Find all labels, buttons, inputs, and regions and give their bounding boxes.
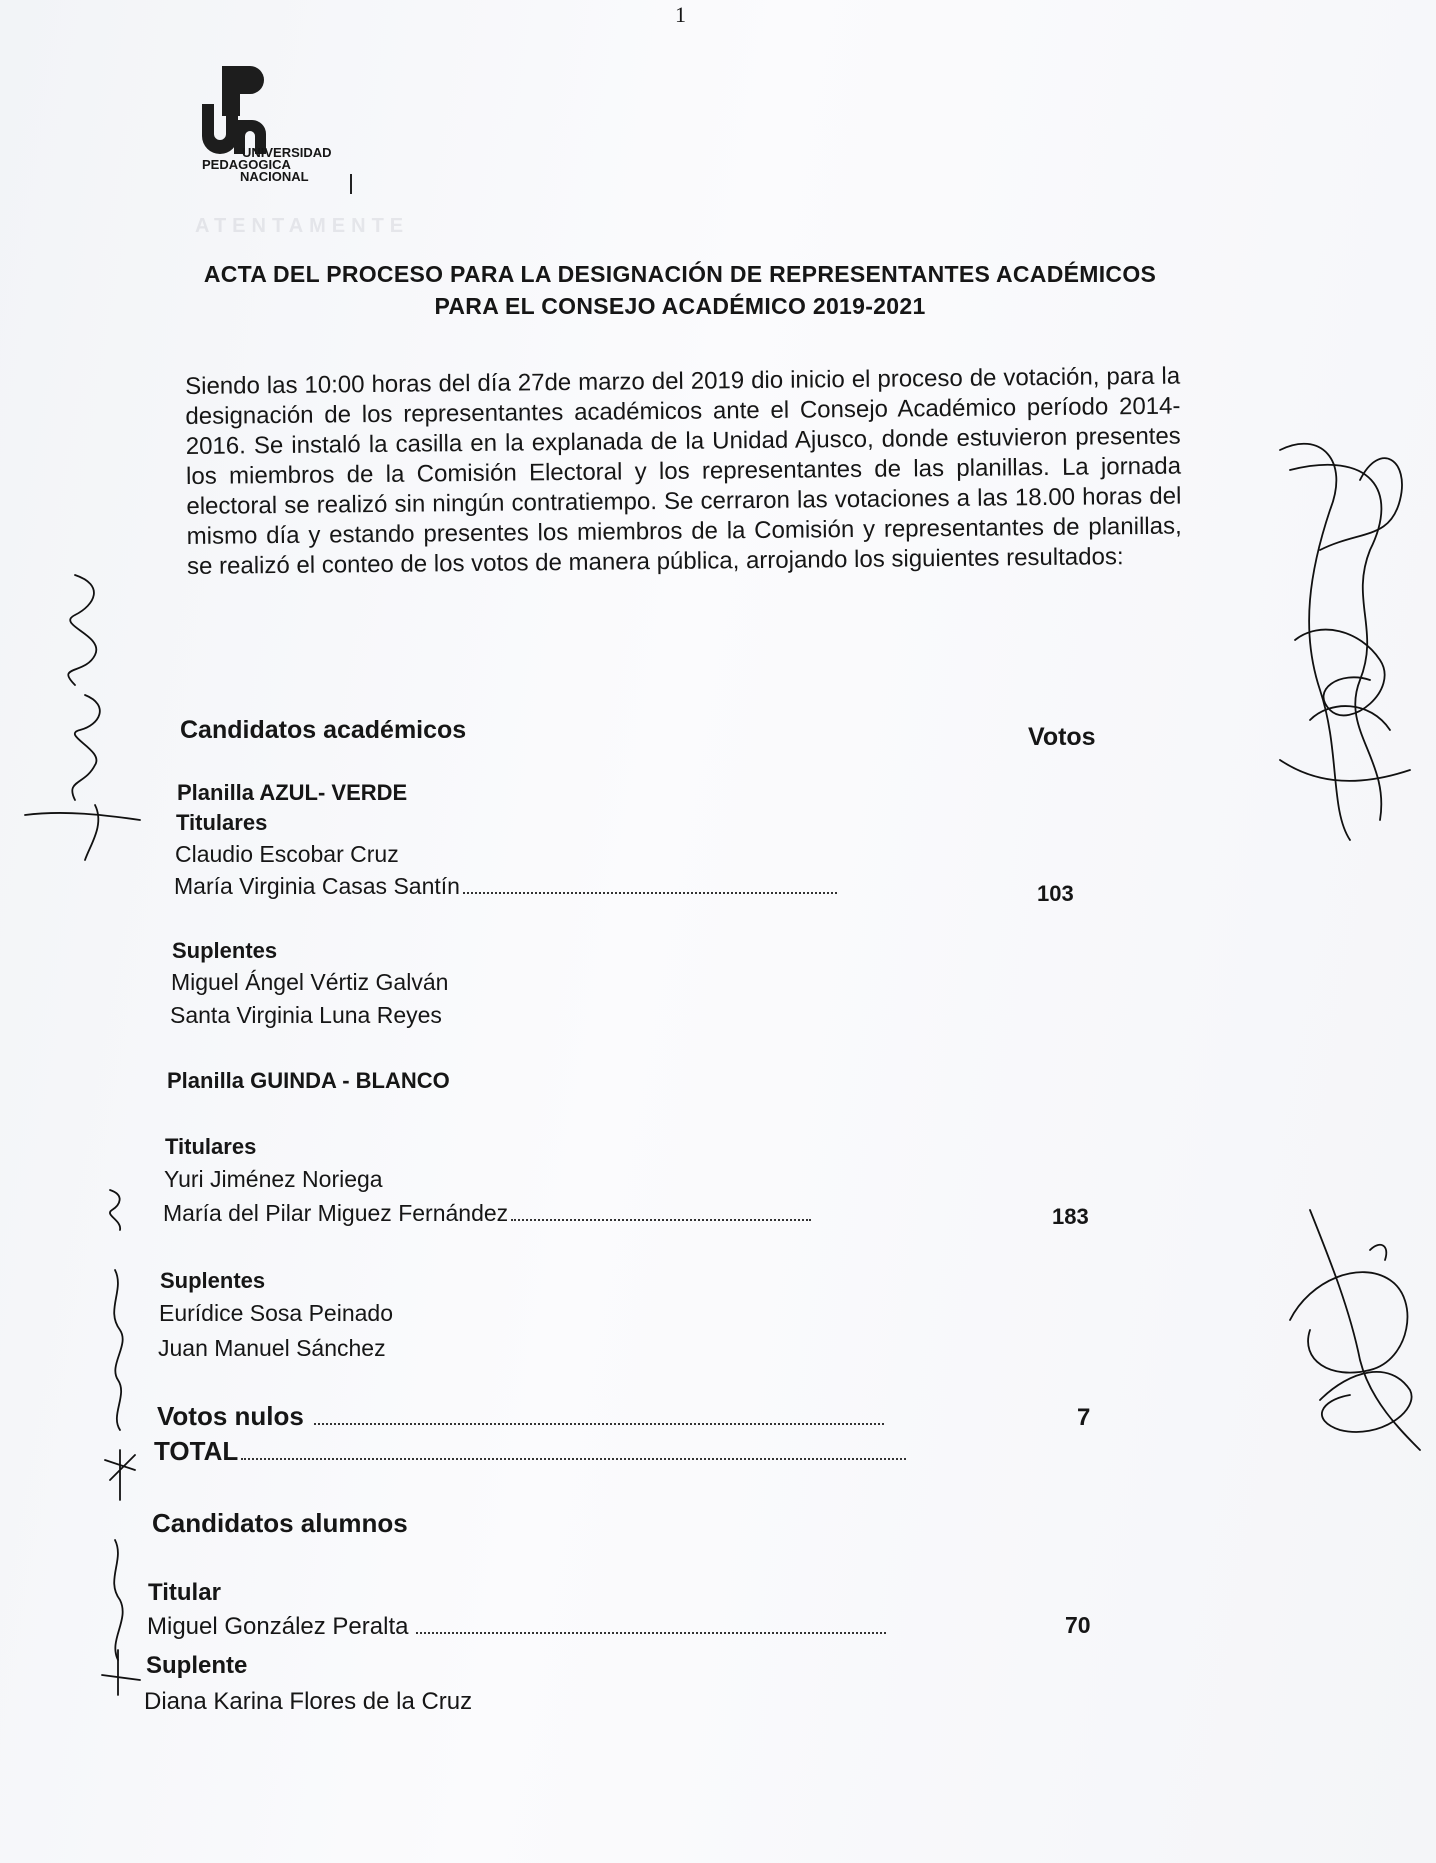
votes-column-header: Votos <box>1028 723 1096 751</box>
signature-left-top <box>15 565 145 865</box>
bleed-through-text: ATENTAMENTE <box>195 215 410 237</box>
signature-right-bottom <box>1270 1200 1430 1460</box>
planilla-azul-verde: Planilla AZUL- VERDE <box>177 780 408 805</box>
planilla2-titular-1: Yuri Jiménez Noriega <box>164 1166 383 1192</box>
planilla2-votes: 183 <box>1052 1204 1089 1229</box>
total-row <box>154 1436 906 1467</box>
students-titular-row <box>147 1613 886 1641</box>
students-titular-label: Titular <box>148 1579 221 1606</box>
planilla2-titulares-label: Titulares <box>165 1134 257 1159</box>
signature-left-bottom <box>90 1180 150 1700</box>
document-title <box>150 258 1210 322</box>
nulos-label: Votos nulos <box>157 1401 304 1431</box>
students-suplente-label: Suplente <box>146 1652 248 1679</box>
upn-logo <box>200 60 360 200</box>
logo-line-3: NACIONAL <box>240 169 309 184</box>
leader-dots <box>463 888 837 894</box>
planilla1-votes: 103 <box>1037 881 1074 906</box>
planilla1-suplente-2: Santa Virginia Luna Reyes <box>170 1002 442 1028</box>
logo-line-2: PEDAGOGICA <box>202 157 291 172</box>
planilla2-suplentes-label: Suplentes <box>160 1268 266 1293</box>
planilla1-titular-1: Claudio Escobar Cruz <box>175 841 399 867</box>
students-suplente: Diana Karina Flores de la Cruz <box>144 1688 473 1715</box>
leader-dots <box>511 1215 811 1221</box>
academics-heading: Candidatos académicos <box>180 716 467 744</box>
planilla2-suplente-1: Eurídice Sosa Peinado <box>159 1300 393 1326</box>
leader-dots <box>416 1628 886 1634</box>
students-votes: 70 <box>1065 1612 1091 1638</box>
logo-divider <box>350 174 352 194</box>
signature-right-top <box>1260 430 1420 870</box>
planilla1-suplente-1: Miguel Ángel Vértiz Galván <box>171 969 449 995</box>
title-line-1: ACTA DEL PROCESO PARA LA DESIGNACIÓN DE REPRESENTANTES ACADÉMICOS <box>203 261 1157 287</box>
students-heading: Candidatos alumnos <box>152 1508 408 1538</box>
planilla2-titular-2-row <box>163 1200 811 1227</box>
planilla1-titular-2-row <box>174 873 837 900</box>
title-line-2: PARA EL CONSEJO ACADÉMICO 2019-2021 <box>434 293 926 319</box>
students-titular: Miguel González Peralta <box>147 1613 409 1640</box>
planilla1-titular-2: María Virginia Casas Santín <box>174 873 460 899</box>
page-number: 1 <box>675 2 686 27</box>
planilla1-suplentes-label: Suplentes <box>172 938 278 963</box>
nulos-votes: 7 <box>1077 1404 1091 1431</box>
leader-dots <box>314 1419 884 1425</box>
planilla2-titular-2: María del Pilar Miguez Fernández <box>163 1200 509 1226</box>
planilla-guinda-blanco: Planilla GUINDA - BLANCO <box>167 1068 450 1093</box>
total-label: TOTAL <box>154 1436 239 1466</box>
planilla1-titulares-label: Titulares <box>176 810 268 835</box>
intro-paragraph: Siendo las 10:00 horas del día 27de marzo del 2019 dio inicio el proceso de votación, para la designación de los representantes académicos ante el Consejo Académico período 2014-2016. Se instaló la casilla en la explanada de la Unidad Ajusco, donde estuvieron presentes los miembros de la Comisión Electoral y los representantes de las planillas. La jornada electoral se realizó sin ningún contratiempo. Se cerraron las votaciones a las 18.00 horas del mismo día y estando presentes los miembros de la Comisión y representantes de planillas, se realizó el conteo de los votos de manera pública, arrojando los siguientes resultados: <box>185 362 1182 580</box>
planilla2-suplente-2: Juan Manuel Sánchez <box>158 1335 386 1361</box>
nulos-row <box>157 1401 884 1432</box>
leader-dots <box>241 1454 906 1460</box>
logo-line-1: UNIVERSIDAD <box>242 145 332 160</box>
